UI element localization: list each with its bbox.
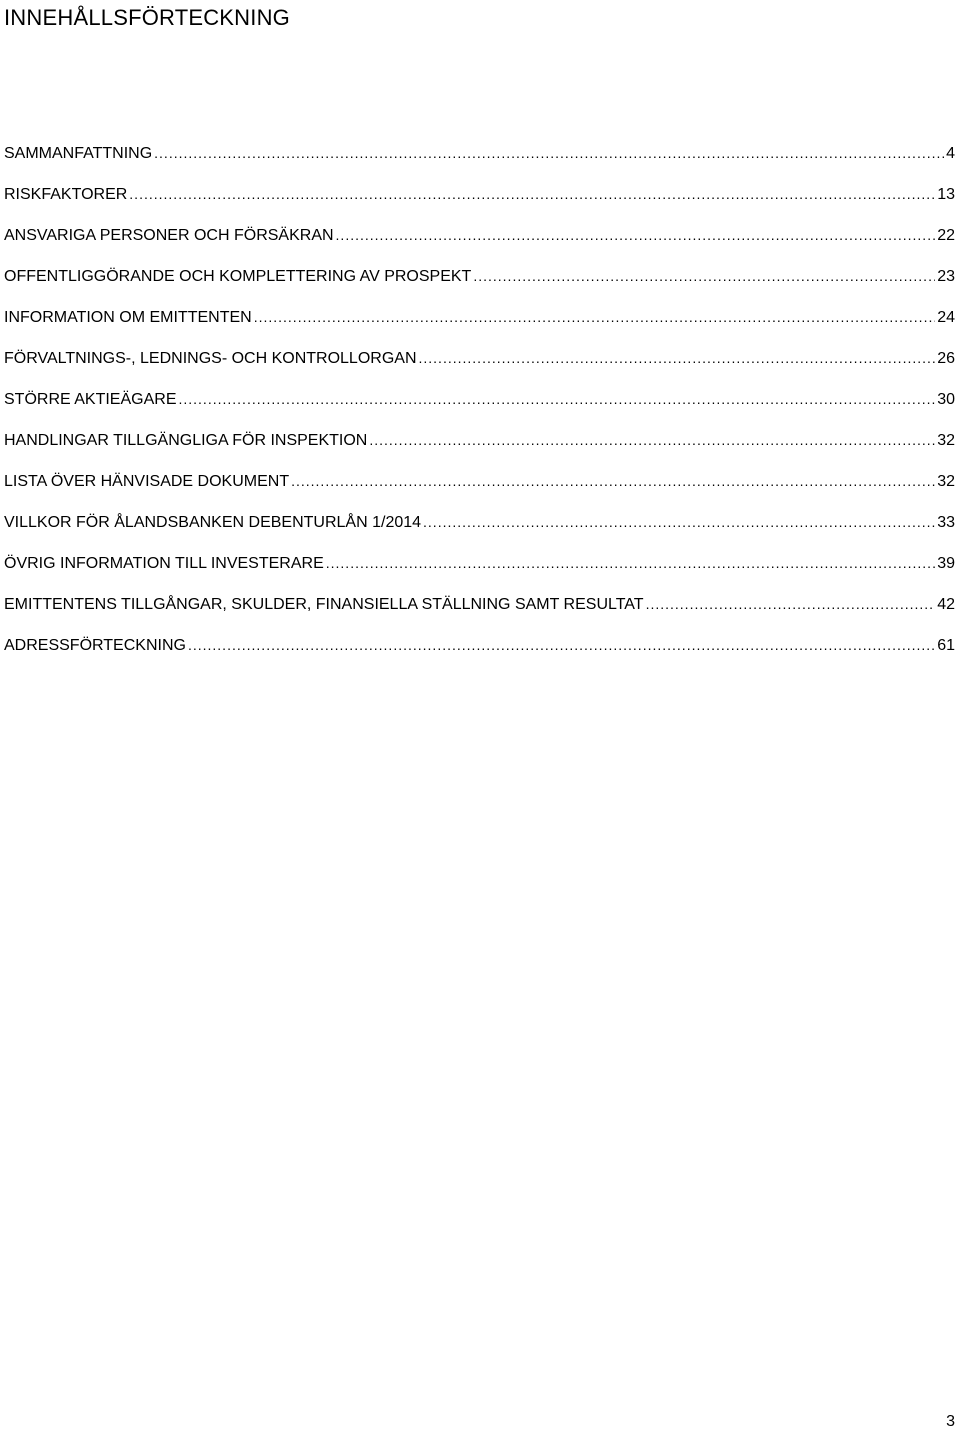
toc-entry-page: 23 (937, 268, 955, 285)
toc-entry-page: 33 (937, 514, 955, 531)
toc-entry-label: SAMMANFATTNING (4, 145, 153, 162)
toc-dot-leader (646, 593, 936, 615)
toc-entry-page: 13 (937, 186, 955, 203)
toc-dot-leader (129, 183, 935, 205)
toc-entry-sammanfattning[interactable] (4, 142, 955, 183)
toc-entry-page: 22 (937, 227, 955, 244)
toc-entry-ansvariga-personer[interactable] (4, 224, 955, 265)
toc-entry-label: ADRESSFÖRTECKNING (4, 637, 186, 654)
toc-entry-villkor-debenturlan[interactable] (4, 511, 955, 552)
toc-entry-page: 32 (937, 432, 955, 449)
toc-entry-emittentens-tillgangar[interactable] (4, 593, 955, 634)
toc-entry-label: ÖVRIG INFORMATION TILL INVESTERARE (4, 555, 324, 572)
toc-dot-leader (423, 511, 935, 533)
toc-dot-leader (419, 347, 936, 369)
toc-entry-page: 42 (937, 596, 955, 613)
toc-entry-forvaltningsorgan[interactable] (4, 347, 955, 388)
toc-entry-page: 61 (937, 637, 955, 654)
toc-entry-lista-over-dokument[interactable] (4, 470, 955, 511)
toc-dot-leader (326, 552, 935, 574)
toc-entry-label: FÖRVALTNINGS-, LEDNINGS- OCH KONTROLLORGAN (4, 350, 417, 367)
toc-entry-label: OFFENTLIGGÖRANDE OCH KOMPLETTERING AV PROSPEKT (4, 268, 472, 285)
toc-entry-label: STÖRRE AKTIEÄGARE (4, 391, 177, 408)
toc-entry-label: ANSVARIGA PERSONER OCH FÖRSÄKRAN (4, 227, 334, 244)
toc-entry-page: 32 (937, 473, 955, 490)
toc-entry-label: INFORMATION OM EMITTENTEN (4, 309, 252, 326)
toc-entry-adressforteckning[interactable] (4, 634, 955, 675)
toc-entry-offentliggorande[interactable] (4, 265, 955, 306)
toc-entry-label: HANDLINGAR TILLGÄNGLIGA FÖR INSPEKTION (4, 432, 368, 449)
toc-entry-page: 4 (946, 145, 955, 162)
toc-entry-label: EMITTENTENS TILLGÅNGAR, SKULDER, FINANSIELLA STÄLLNING SAMT RESULTAT (4, 596, 644, 613)
toc-dot-leader (188, 634, 935, 656)
toc-entry-label: VILLKOR FÖR ÅLANDSBANKEN DEBENTURLÅN 1/2014 (4, 514, 422, 531)
toc-entry-page: 30 (937, 391, 955, 408)
toc-list (4, 142, 955, 675)
toc-entry-riskfaktorer[interactable] (4, 183, 955, 224)
toc-dot-leader (154, 142, 944, 164)
toc-entry-label: RISKFAKTORER (4, 186, 128, 203)
toc-entry-storre-aktieagare[interactable] (4, 388, 955, 429)
toc-dot-leader (254, 306, 936, 328)
toc-dot-leader (178, 388, 935, 410)
toc-dot-leader (473, 265, 935, 287)
toc-dot-leader (291, 470, 935, 492)
toc-entry-information-om-emittenten[interactable] (4, 306, 955, 347)
toc-entry-page: 24 (937, 309, 955, 326)
toc-dot-leader (369, 429, 935, 451)
toc-entry-label: LISTA ÖVER HÄNVISADE DOKUMENT (4, 473, 290, 490)
toc-entry-handlingar[interactable] (4, 429, 955, 470)
toc-entry-page: 26 (937, 350, 955, 367)
toc-dot-leader (336, 224, 936, 246)
toc-entry-page: 39 (937, 555, 955, 572)
toc-entry-ovrig-information[interactable] (4, 552, 955, 593)
toc-title: INNEHÅLLSFÖRTECKNING (4, 5, 290, 30)
page-number: 3 (946, 1413, 955, 1430)
